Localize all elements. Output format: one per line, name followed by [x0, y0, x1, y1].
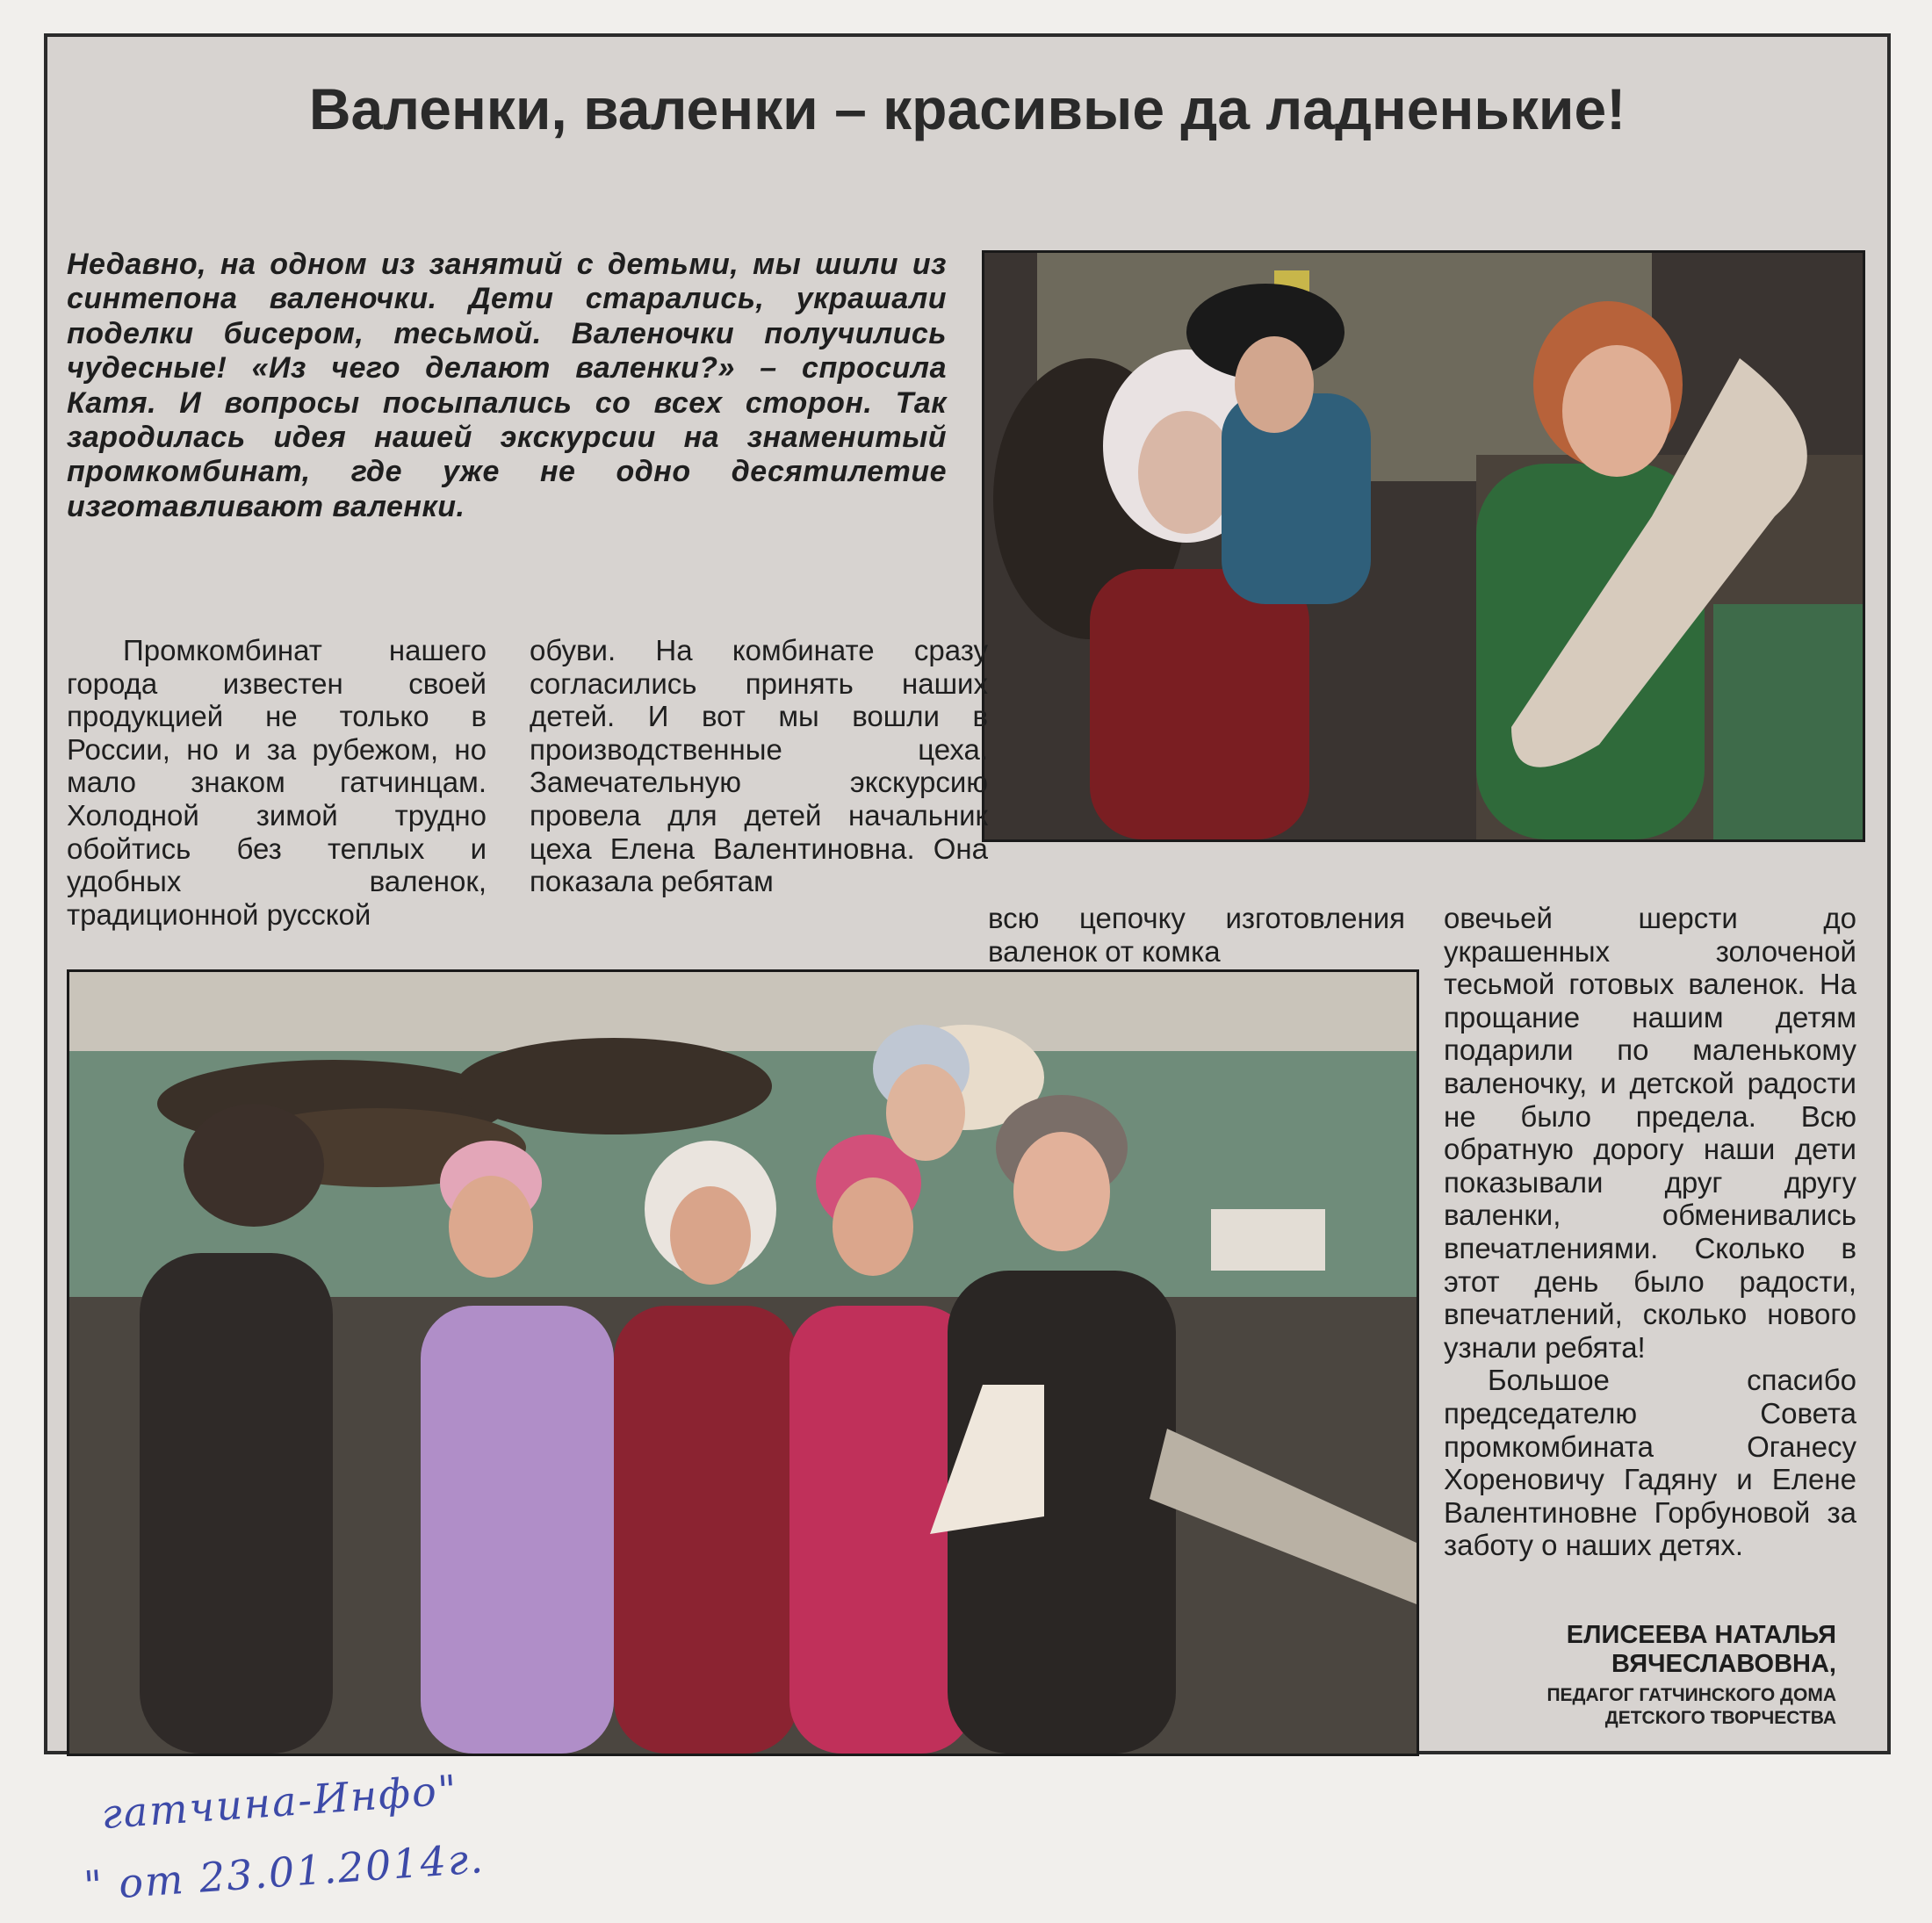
photo-illustration	[984, 253, 1863, 839]
article-column-3: всю цепочку изготовления валенок от комка	[988, 902, 1405, 968]
handwritten-source-line-2: " от 23.01.2014г.	[82, 1834, 487, 1910]
group-photo-illustration	[69, 972, 1417, 1754]
article-column-4-thanks: Большое спасибо председателю Совета промкомбината Оганесу Хореновичу Гадяну и Елене Валентиновне Горбуновой за заботу о наших детях.	[1444, 1364, 1856, 1562]
article-column-4-text: овечьей шерсти до украшенных золоченой тесьмой готовых валенок. На прощание нашим детям подарили по маленькому валеночку, и детской радости не было предела. Всю обратную дорогу наши дети показывали друг другу валенки, обменивались впечатлениями. Сколько в этот день было радости, впечатлений, сколько нового узнали ребята!	[1444, 902, 1856, 1364]
handwritten-source-line-1: гатчина-Инфо"	[99, 1765, 460, 1839]
newspaper-clipping	[44, 33, 1891, 1754]
photo-teacher-with-children	[982, 250, 1865, 842]
article-column-4	[1444, 902, 1856, 1562]
author-role: ПЕДАГОГ ГАТЧИНСКОГО ДОМА ДЕТСКОГО ТВОРЧЕСТВА	[1546, 1685, 1836, 1728]
author-name: ЕЛИСЕЕВА НАТАЛЬЯ ВЯЧЕСЛАВОВНА,	[1566, 1621, 1836, 1678]
article-column-2: обуви. На комбинате сразу согласились принять наших детей. И вот мы вошли в производственные цеха. Замечательную экскурсию провела для детей начальник цеха Елена Валентиновна. Она показала ребятам	[530, 634, 988, 898]
article-title: Валенки, валенки – красивые да ладненькие!	[308, 76, 1626, 141]
photo-group-with-valenki	[67, 969, 1419, 1756]
article-column-1: Промкомбинат нашего города известен своей продукцией не только в России, но и за рубежом, но мало знаком гатчинцам. Холодной зимой трудно обойтись без теплых и удобных валенок, традиционной русской	[67, 634, 487, 931]
article-lead: Недавно, на одном из занятий с детьми, мы шили из синтепона валеночки. Дети старались, украшали поделки бисером, тесьмой. Валеночки получились чудесные! «Из чего делают валенки?» – спросила Катя. И вопросы посыпались со всех сторон. Так зародилась идея нашей экскурсии на знаменитый промкомбинат, где уже не одно десятилетие изготавливают валенки.	[67, 248, 947, 523]
